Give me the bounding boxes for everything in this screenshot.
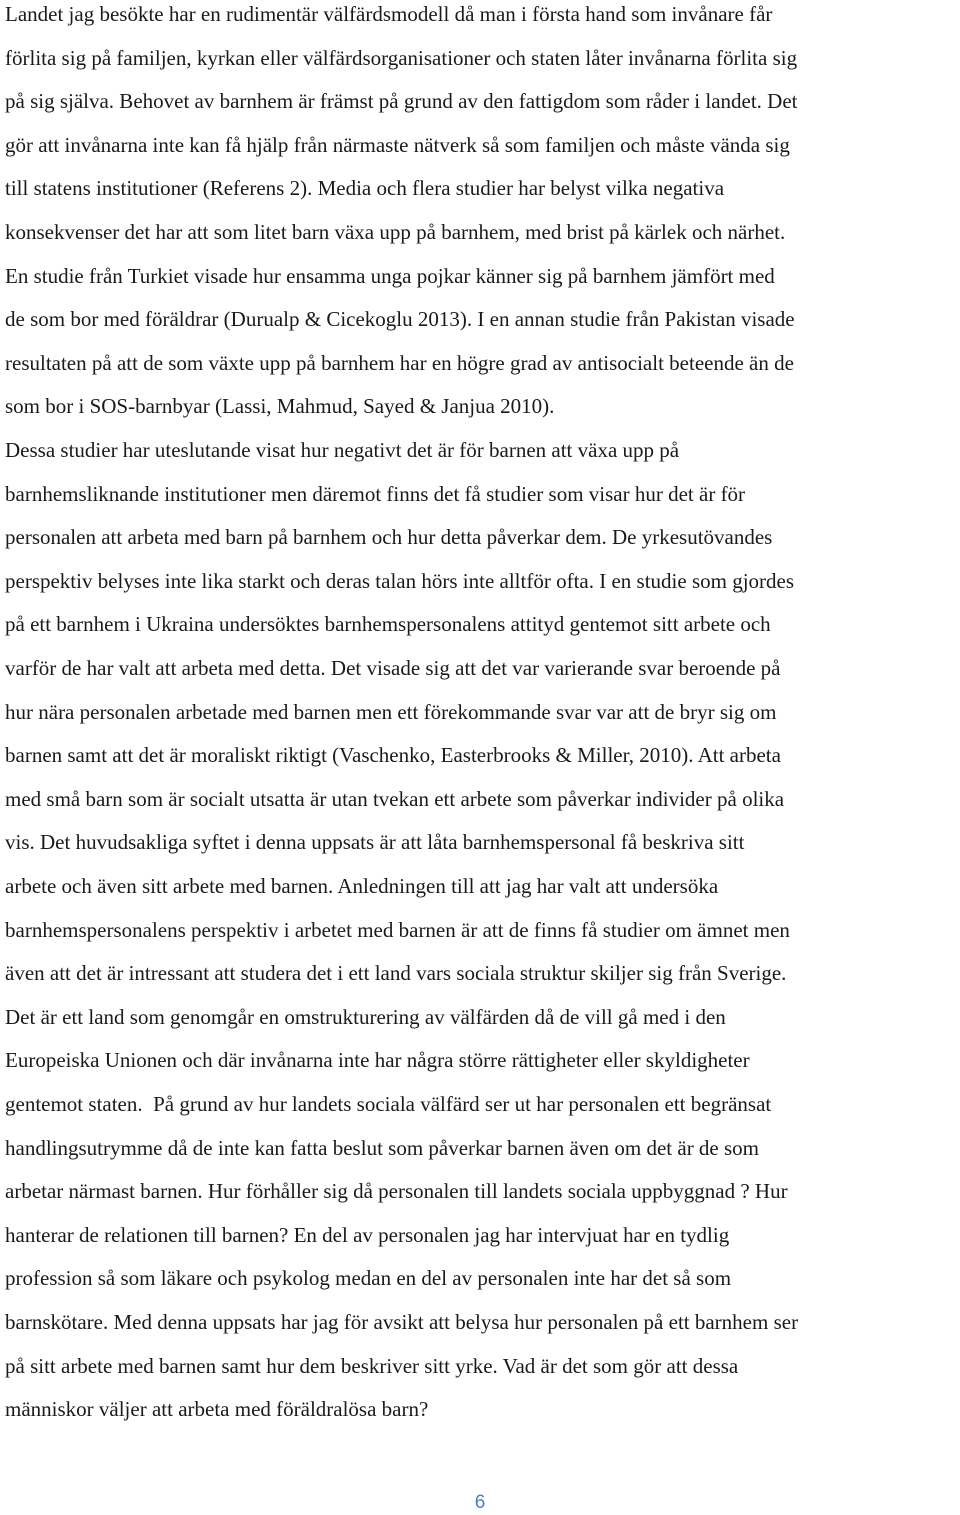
text-line: barnen samt att det är moraliskt riktigt (Vaschenko, Easterbrooks & Miller, 2010). Att arbeta [5, 743, 781, 768]
text-line: gentemot staten. På grund av hur landets sociala välfärd ser ut har personalen ett begränsat [5, 1092, 772, 1116]
text-line: personalen att arbeta med barn på barnhem och hur detta påverkar dem. De yrkesutövandes [5, 525, 773, 550]
text-line: gör att invånarna inte kan få hjälp från närmaste nätverk så som familjen och måste vända sig [5, 132, 790, 157]
text-line: vis. Det huvudsakliga syftet i denna uppsats är att låta barnhemspersonal få beskriva sitt [5, 830, 745, 855]
text-line: barnhemspersonalens perspektiv i arbetet med barnen är att de finns få studier om ämnet men [5, 917, 790, 942]
text-line: barnhemsliknande institutioner men däremot finns det få studier som visar hur det är för [5, 481, 746, 506]
text-line: förlita sig på familjen, kyrkan eller välfärdsorganisationer och staten låter invånarna förlita sig [5, 45, 798, 70]
text-line: på ett barnhem i Ukraina undersöktes barnhemspersonalens attityd gentemot sitt arbete och [5, 612, 771, 637]
text-line: hur nära personalen arbetade med barnen men ett förekommande svar var att de bryr sig om [5, 699, 777, 724]
text-line: barnskötare. Med denna uppsats har jag för avsikt att belysa hur personalen på ett barnhem ser [5, 1310, 799, 1334]
text-line: som bor i SOS-barnbyar (Lassi, Mahmud, Sayed & Janjua 2010). [5, 394, 555, 419]
text-line: konsekvenser det har att som litet barn växa upp på barnhem, med brist på kärlek och närhet. [5, 220, 786, 244]
text-line: resultaten på att de som växte upp på barnhem har en högre grad av antisocialt beteende än de [5, 350, 794, 375]
text-line: profession så som läkare och psykolog medan en del av personalen inte har det så som [5, 1266, 732, 1291]
text-line: Dessa studier har uteslutande visat hur negativt det är för barnen att växa upp på [5, 438, 680, 462]
text-line: En studie från Turkiet visade hur ensamma unga pojkar känner sig på barnhem jämfört med [5, 263, 775, 288]
text-line: på sitt arbete med barnen samt hur dem beskriver sitt yrke. Vad är det som gör att dessa [5, 1353, 739, 1378]
text-line: arbetar närmast barnen. Hur förhåller sig då personalen till landets sociala uppbyggnad ? Hur [5, 1179, 788, 1204]
text-line: Landet jag besökte har en rudimentär välfärdsmodell då man i första hand som invånare får [5, 2, 773, 26]
text-line: arbete och även sitt arbete med barnen. Anledningen till att jag har valt att undersöka [5, 874, 719, 898]
page-number: 6 [474, 1492, 486, 1513]
text-line: människor väljer att arbeta med föräldralösa barn? [5, 1397, 429, 1422]
text-line: till statens institutioner (Referens 2). Media och flera studier har belyst vilka negativa [5, 176, 725, 201]
text-line: varför de har valt att arbeta med detta. Det visade sig att det var varierande svar beroende på [5, 656, 781, 680]
text-line: med små barn som är socialt utsatta är utan tvekan ett arbete som påverkar individer på olika [5, 786, 785, 811]
text-line: Det är ett land som genomgår en omstrukturering av välfärden då de vill gå med i den [5, 1004, 726, 1029]
text-line: perspektiv belyses inte lika starkt och deras talan hörs inte alltför ofta. I en studie som gjordes [5, 568, 795, 593]
text-line: hanterar de relationen till barnen? En del av personalen jag har intervjuat har en tydlig [5, 1222, 730, 1247]
text-line: på sig själva. Behovet av barnhem är främst på grund av den fattigdom som råder i landet. Det [5, 89, 798, 114]
text-line: de som bor med föräldrar (Durualp & Cicekoglu 2013). I en annan studie från Pakistan visade [5, 307, 795, 332]
text-line: handlingsutrymme då de inte kan fatta beslut som påverkar barnen även om det är de som [5, 1135, 760, 1160]
text-line: även att det är intressant att studera det i ett land vars sociala struktur skiljer sig från Sverige. [5, 961, 787, 986]
text-line: Europeiska Unionen och där invånarna inte har några större rättigheter eller skyldigheter [5, 1048, 750, 1073]
